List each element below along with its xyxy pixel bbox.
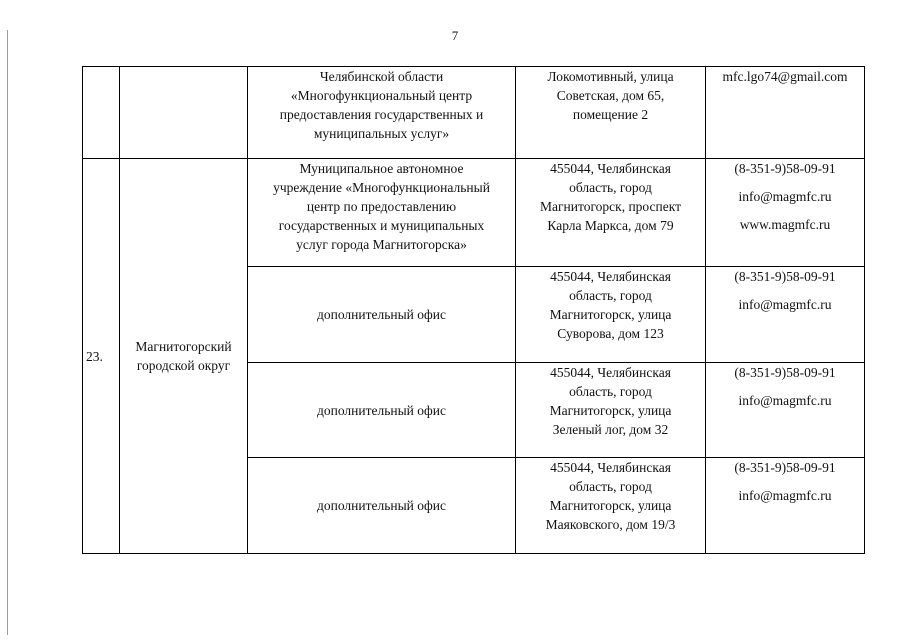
address-cell: 455044, Челябинская область, город Магнитогорск, улица Суворова, дом 123 xyxy=(516,267,706,363)
office-label: дополнительный офис xyxy=(248,363,516,458)
office-label: дополнительный офис xyxy=(248,458,516,554)
phone-text: (8-351-9)58-09-91 xyxy=(734,269,836,284)
website-text: www.magmfc.ru xyxy=(739,217,831,232)
municipality-name: Магнитогорский городской округ xyxy=(120,159,248,554)
mfc-table xyxy=(82,66,865,554)
address-cell: 455044, Челябинская область, город Магнитогорск, улица Маяковского, дом 19/3 xyxy=(516,458,706,554)
municipality-cell xyxy=(120,67,248,159)
phone-text: (8-351-9)58-09-91 xyxy=(734,460,836,475)
organization-cell: Челябинской области «Многофункциональный центр предоставления государственных и муниципальных услуг» xyxy=(248,67,516,159)
contacts-cell xyxy=(706,458,865,554)
organization-cell: Муниципальное автономное учреждение «Многофункциональный центр по предоставлению государственных и муниципальных услуг города Магнитогорска» xyxy=(248,159,516,267)
table-row-continued xyxy=(83,67,865,159)
contacts-cell xyxy=(706,159,865,267)
contacts-cell xyxy=(706,267,865,363)
address-cell: Локомотивный, улица Советская, дом 65, помещение 2 xyxy=(516,67,706,159)
table-row-main xyxy=(83,159,865,267)
entry-number: 23. xyxy=(83,159,120,554)
email-text: mfc.lgo74@gmail.com xyxy=(722,69,848,84)
address-cell: 455044, Челябинская область, город Магнитогорск, улица Зеленый лог, дом 32 xyxy=(516,363,706,458)
contacts-cell xyxy=(706,363,865,458)
office-label: дополнительный офис xyxy=(248,267,516,363)
email-text: info@magmfc.ru xyxy=(738,189,832,204)
email-text: info@magmfc.ru xyxy=(738,393,832,408)
contacts-cell xyxy=(706,67,865,159)
phone-text: (8-351-9)58-09-91 xyxy=(734,161,836,176)
email-text: info@magmfc.ru xyxy=(738,297,832,312)
number-cell xyxy=(83,67,120,159)
address-cell: 455044, Челябинская область, город Магнитогорск, проспект Карла Маркса, дом 79 xyxy=(516,159,706,267)
page-number: 7 xyxy=(451,28,459,43)
page-edge-line xyxy=(7,30,8,635)
email-text: info@magmfc.ru xyxy=(738,488,832,503)
phone-text: (8-351-9)58-09-91 xyxy=(734,365,836,380)
